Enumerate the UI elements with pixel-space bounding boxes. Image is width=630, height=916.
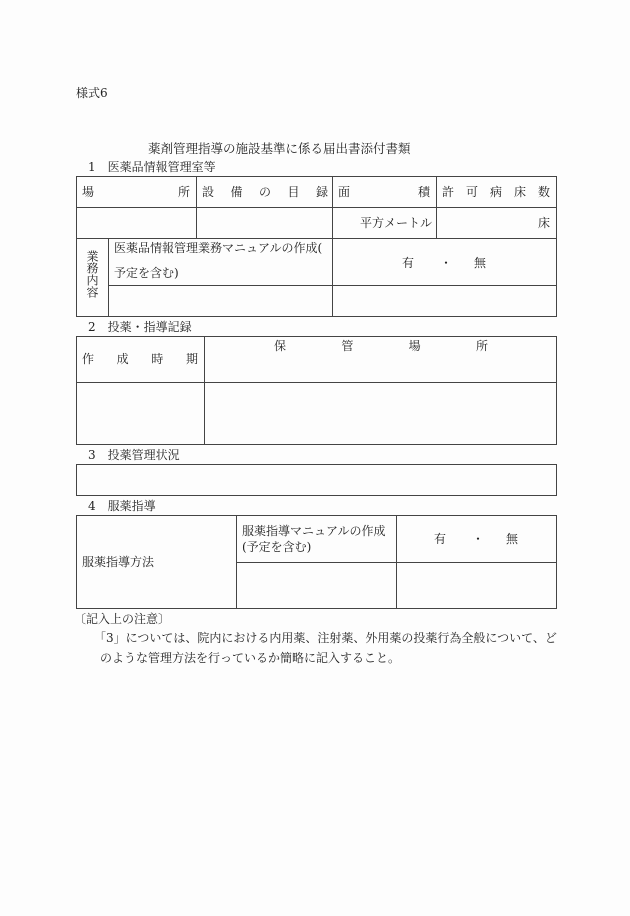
di-manual-label-line2: 予定を含む) [114, 266, 179, 280]
header-storage-location: 保 管 場 所 [274, 339, 488, 353]
header-creation-period: 作 成 時 期 [82, 352, 198, 366]
header-equipment-list: 設 備 の 目 録 [202, 185, 328, 199]
guidance-manual-yes[interactable]: 有 [434, 532, 447, 546]
creation-period-input[interactable] [77, 383, 204, 444]
guidance-manual-label-line2: (予定を含む) [242, 540, 312, 554]
dispensing-status-input[interactable] [76, 464, 557, 496]
area-input[interactable] [333, 208, 357, 238]
section1-heading: 1 医薬品情報管理室等 [88, 160, 216, 174]
guidance-method-label: 服薬指導方法 [82, 555, 155, 569]
notes-line2: のような管理方法を行っているか簡略に記入すること。 [100, 651, 401, 665]
guidance-manual-no[interactable]: 無 [506, 532, 519, 546]
guidance-manual-separator: ・ [472, 532, 485, 546]
form-number: 様式6 [76, 86, 108, 100]
page-title: 薬剤管理指導の施設基準に係る届出書添付書類 [148, 141, 411, 156]
di-manual-no[interactable]: 無 [474, 256, 487, 270]
bed-count-input[interactable] [437, 208, 535, 238]
guidance-manual-label-line1: 服薬指導マニュアルの作成 [242, 524, 386, 538]
business-detail-input[interactable] [109, 286, 332, 316]
bed-unit: 床 [538, 216, 551, 230]
notes-line1: 「3」については、院内における内用薬、注射薬、外用薬の投薬行為全般について、ど [94, 631, 557, 645]
business-detail-input-2[interactable] [333, 286, 556, 316]
business-content-label: 業務内容 [85, 250, 99, 298]
di-manual-separator: ・ [440, 256, 453, 270]
section3-heading: 3 投薬管理状況 [88, 448, 180, 462]
notes-heading: 〔記入上の注意〕 [74, 612, 171, 626]
row-divider [76, 238, 557, 239]
di-manual-yes[interactable]: 有 [402, 256, 415, 270]
guidance-detail-input-2[interactable] [397, 563, 556, 608]
storage-location-input[interactable] [205, 383, 556, 444]
header-area: 面 積 [338, 185, 430, 199]
header-bed-count: 許 可 病 床 数 [442, 185, 550, 199]
guidance-detail-input[interactable] [237, 563, 396, 608]
section2-heading: 2 投薬・指導記録 [88, 320, 192, 334]
section4-heading: 4 服薬指導 [88, 499, 156, 513]
location-input[interactable] [77, 208, 196, 238]
equipment-list-input[interactable] [197, 208, 332, 238]
di-manual-label-line1: 医薬品情報管理業務マニュアルの作成( [114, 241, 323, 255]
header-location: 場 所 [82, 185, 190, 199]
area-unit: 平方メートル [360, 216, 433, 230]
